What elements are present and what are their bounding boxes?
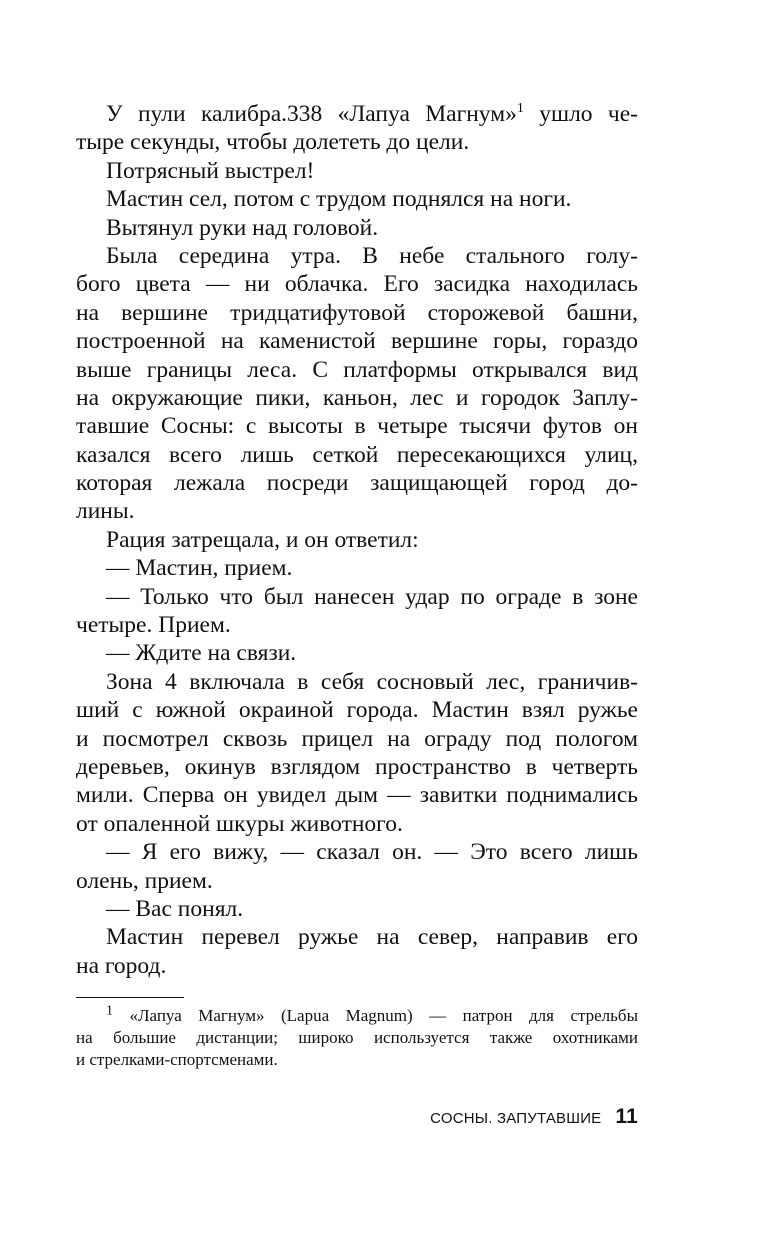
text-line: четыре. Прием. [76, 612, 231, 639]
text-line: — Ждите на связи. [106, 640, 297, 667]
footnote-marker: 1 [516, 101, 524, 117]
text-line: тыре секунды, чтобы долететь до цели. [76, 129, 470, 156]
running-footer [430, 1105, 638, 1129]
page-body [76, 100, 638, 980]
text-line: Мастин сел, потом с трудом поднялся на ноги. [106, 186, 572, 213]
footnote-line: и стрелками-спортсменами. [76, 1050, 278, 1069]
text-line: на окружающие пики, каньон, лес и городок Заплу- [76, 384, 638, 411]
footnote-rule [76, 997, 184, 998]
text-line: — Я его вижу, — сказал он. — Это всего лишь [106, 839, 638, 866]
text-line: Была середина утра. В небе стального голу- [106, 242, 638, 269]
text-line: деревьев, окинув взглядом пространство в четверть [76, 753, 638, 780]
text-line: казался всего лишь сеткой пересекающихся улиц, [76, 441, 638, 468]
text-line: — Только что был нанесен удар по ограде в зоне [106, 583, 638, 610]
body-text [76, 100, 638, 980]
text-line: — Мастин, прием. [106, 555, 293, 582]
text-line: которая лежала посреди защищающей город до- [76, 470, 638, 497]
footnote-line: на большие дистанции; широко используется также охотниками [76, 1028, 638, 1047]
text-line: олень, прием. [76, 867, 213, 894]
text-line: Потрясный выстрел! [106, 157, 315, 184]
text-line: выше границы леса. С платформы открывался вид [76, 356, 638, 383]
text-line: мили. Сперва он увидел дым — завитки поднимались [76, 782, 638, 809]
text-line: лины. [76, 498, 135, 525]
running-title: СОСНЫ. ЗАПУТАВШИЕ [430, 1110, 602, 1127]
text-line: и посмотрел сквозь прицел на ограду под пологом [76, 725, 638, 752]
text-line: бого цвета — ни облачка. Его засидка находилась [76, 271, 638, 298]
text-line: Зона 4 включала в себя сосновый лес, граничив- [106, 668, 638, 695]
text-line: У пули калибра.338 «Лапуа Магнум»$^1$ ушло че- [106, 101, 639, 127]
text-line: Мастин перевел ружье на север, направив его [106, 924, 638, 951]
text-line: тавшие Сосны: с высоты в четыре тысячи футов он [76, 413, 638, 440]
page-number: 11 [615, 1105, 638, 1128]
text-line: ший с южной окраиной города. Мастин взял ружье [76, 697, 638, 724]
footnote-number: 1 [106, 1003, 113, 1019]
text-line: на вершине тридцатифутовой сторожевой башни, [76, 299, 638, 326]
text-line: Вытянул руки над головой. [106, 214, 379, 241]
footnote-line: $^1$ «Лапуа Магнум» (Lapua Magnum) — патрон для стрельбы [106, 1003, 638, 1025]
text-line: Рация затрещала, и он ответил: [106, 526, 419, 553]
text-line: построенной на каменистой вершине горы, гораздо [76, 328, 638, 355]
text-line: от опаленной шкуры животного. [76, 810, 403, 837]
text-line: на город. [76, 952, 167, 979]
footnotes [76, 1005, 638, 1071]
text-line: — Вас понял. [106, 895, 244, 922]
